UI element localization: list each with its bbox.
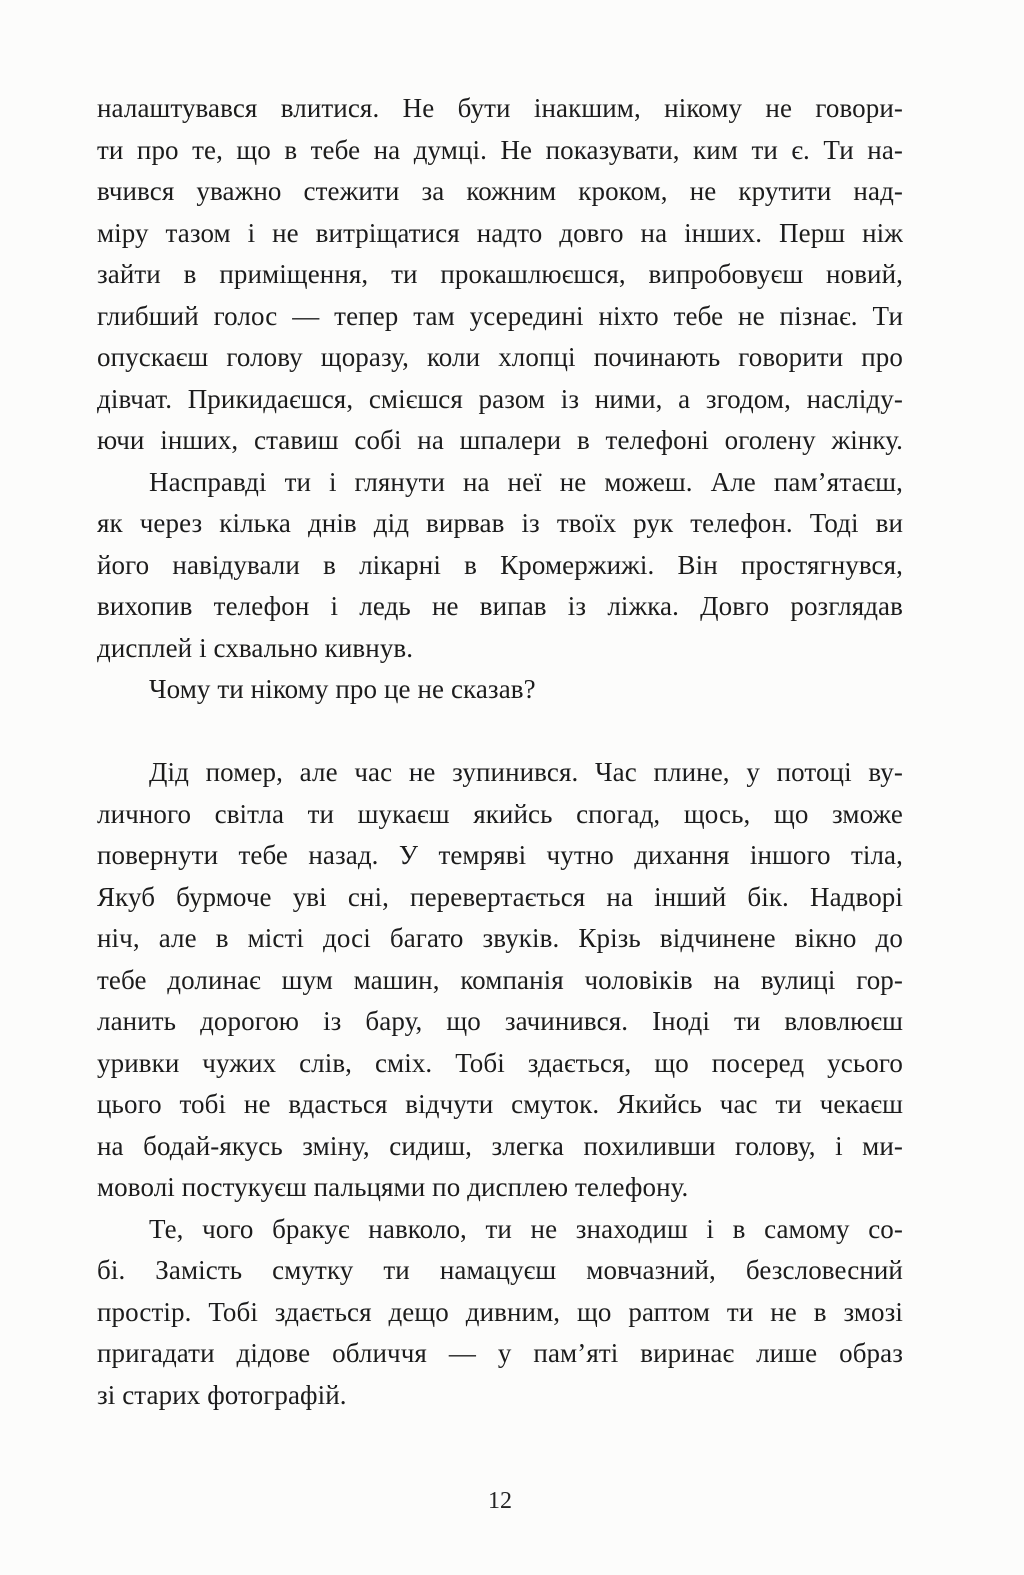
paragraph-3 (97, 669, 903, 711)
text-line: налаштувався влитися. Не бути інакшим, нікому не говори- (97, 93, 903, 123)
text-line: його навідували в лікарні в Кромержижі. Він простягнувся, (97, 549, 903, 580)
text-line: Насправді ти і глянути на неї не можеш. Але пам’ятаєш, (149, 466, 903, 497)
text-block (97, 88, 903, 1416)
text-line: Якуб бурмоче уві сні, перевертається на інший бік. Надворі (97, 881, 903, 912)
text-line: повернути тебе назад. У темряві чутно дихання іншого тіла, (97, 840, 903, 870)
text-line: уривки чужих слів, сміх. Тобі здається, що посеред усього (97, 1047, 903, 1078)
text-line: дівчат. Прикидаєшся, смієшся разом із ними, а згодом, насліду- (97, 383, 903, 414)
text-line: ючи інших, ставиш собі на шпалери в телефоні оголену жінку. (97, 425, 903, 455)
paragraph-5 (97, 1209, 903, 1417)
text-line: ніч, але в місті досі багато звуків. Крізь відчинене вікно до (97, 923, 903, 953)
text-line: зі старих фотографій. (97, 1379, 347, 1410)
text-line: тебе долинає шум машин, компанія чоловіків на вулиці гор- (97, 964, 903, 995)
text-line: Чому ти нікому про це не сказав? (149, 674, 536, 704)
text-line: пригадати дідове обличчя — у пам’яті виринає лише образ (97, 1338, 903, 1368)
text-line: міру тазом і не витріщатися надто довго на інших. Перш ніж (97, 217, 903, 248)
text-line: на бодай-якусь зміну, сидиш, злегка похиливши голову, і ми- (97, 1130, 903, 1161)
text-line: простір. Тобі здається дещо дивним, що раптом ти не в змозі (97, 1296, 903, 1327)
text-line: ти про те, що в тебе на думці. Не показувати, ким ти є. Ти на- (97, 134, 903, 165)
text-line: личного світла ти шукаєш якийсь спогад, щось, що зможе (97, 798, 903, 829)
text-line: як через кілька днів дід вирвав із твоїх рук телефон. Тоді ви (97, 508, 903, 538)
text-line: ланить дорогою із бару, що зачинився. Іноді ти вловлюєш (97, 1006, 903, 1036)
text-line: Те, чого бракує навколо, ти не знаходиш і в самому со- (149, 1213, 903, 1244)
text-line: глибший голос — тепер там усередині ніхто тебе не пізнає. Ти (97, 300, 903, 331)
paragraph-2 (97, 462, 903, 670)
text-line: моволі постукуєш пальцями по дисплею телефону. (97, 1172, 689, 1202)
text-line: зайти в приміщення, ти прокашлюєшся, випробовуєш новий, (97, 259, 903, 289)
text-line: опускаєш голову щоразу, коли хлопці починають говорити про (97, 342, 903, 372)
paragraph-1 (97, 88, 903, 462)
text-line: бі. Замість смутку ти намацуєш мовчазний, безсловесний (97, 1255, 903, 1285)
text-line: вихопив телефон і ледь не випав із ліжка. Довго розглядав (97, 591, 903, 621)
paragraph-4 (97, 752, 903, 1209)
page-number: 12 (488, 1488, 512, 1514)
text-line: вчився уважно стежити за кожним кроком, не крутити над- (97, 176, 903, 206)
text-line: цього тобі не вдасться відчути смуток. Якийсь час ти чекаєш (97, 1089, 903, 1119)
text-line: дисплей і схвально кивнув. (97, 632, 414, 663)
text-line: Дід помер, але час не зупинився. Час плине, у потоці ву- (149, 757, 903, 787)
